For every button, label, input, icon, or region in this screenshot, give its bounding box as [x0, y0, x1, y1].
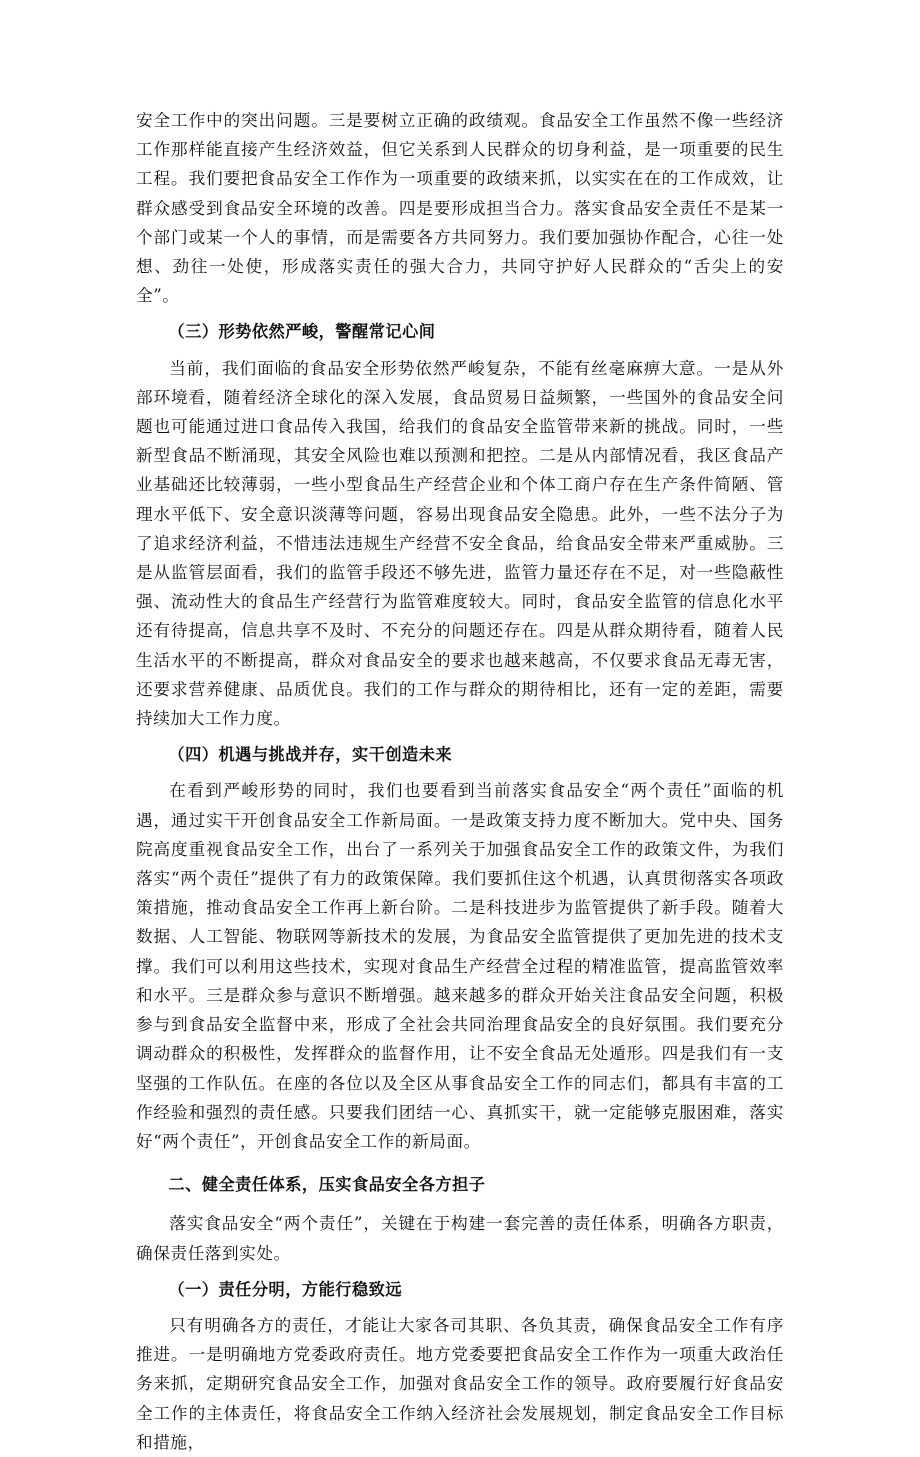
body-paragraph: 只有明确各方的责任，才能让大家各司其职、各负其责，确保食品安全工作有序推进。一是明确地方党委政府责任。地方党委要把食品安全工作作为一项重大政治任务来抓，定期研究食品安全工作，加强对食品安全工作的领导。政府要履行好食品安全工作的主体责任，将食品安全工作纳入经济社会发展规划，制定食品安全工作目标和措施， — [136, 1315, 784, 1452]
body-paragraph: 安全工作中的突出问题。三是要树立正确的政绩观。食品安全工作虽然不像一些经济工作那样能直接产生经济效益，但它关系到人民群众的切身利益，是一项重要的民生工程。我们要把食品安全工作作为一项重要的政绩来抓，以实实在在的工作成效，让群众感受到食品安全环境的改善。四是要形成担当合力。落实食品安全责任不是某一个部门或某一个人的事情，而是需要各方共同努力。我们要加强协作配合，心往一处想、劲往一处使，形成落实责任的强大合力，共同守护好人民群众的“舌尖上的安全”。 — [136, 111, 784, 306]
chapter-heading: 二、健全责任体系，压实食品安全各方担子 — [168, 1175, 486, 1195]
body-paragraph: 在看到严峻形势的同时，我们也要看到当前落实食品安全“两个责任”面临的机遇，通过实干开创食品安全工作新局面。一是政策支持力度不断加大。党中央、国务院高度重视食品安全工作，出台了一系列关于加强食品安全工作的政策文件，为我们落实“两个责任”提供了有力的政策保障。我们要抓住这个机遇，认真贯彻落实各项政策措施，推动食品安全工作再上新台阶。二是科技进步为监管提供了新手段。随着大数据、人工智能、物联网等新技术的发展，为食品安全监管提供了更加先进的技术支撑。我们可以利用这些技术，实现对食品生产经营全过程的精准监管，提高监管效率和水平。三是群众参与意识不断增强。越来越多的群众开始关注食品安全问题，积极参与到食品安全监督中来，形成了全社会共同治理食品安全的良好氛围。我们要充分调动群众的积极性，发挥群众的监督作用，让不安全食品无处遁形。四是我们有一支坚强的工作队伍。在座的各位以及全区从事食品安全工作的同志们，都具有丰富的工作经验和强烈的责任感。只要我们团结一心、真抓实干，就一定能够克服困难，落实好“两个责任”，开创食品安全工作的新局面。 — [136, 781, 784, 1151]
section-heading: （四）机遇与挑战并存，实干创造未来 — [168, 745, 453, 765]
section-heading: （一）责任分明，方能行稳致远 — [168, 1279, 403, 1299]
section-heading: （三）形势依然严峻，警醒常记心间 — [168, 322, 436, 342]
body-paragraph: 当前，我们面临的食品安全形势依然严峻复杂，不能有丝毫麻痹大意。一是从外部环境看，随着经济全球化的深入发展，食品贸易日益频繁，一些国外的食品安全问题也可能通过进口食品传入我国，给我们的食品安全监管带来新的挑战。同时，一些新型食品不断涌现，其安全风险也难以预测和把控。二是从内部情况看，我区食品产业基础还比较薄弱，一些小型食品生产经营企业和个体工商户存在生产条件简陋、管理水平低下、安全意识淡薄等问题，容易出现食品安全隐患。此外，一些不法分子为了追求经济利益，不惜违法违规生产经营不安全食品，给食品安全带来严重威胁。三是从监管层面看，我们的监管手段还不够先进，监管力量还存在不足，对一些隐蔽性强、流动性大的食品生产经营行为监管难度较大。同时，食品安全监管的信息化水平还有待提高，信息共享不及时、不充分的问题还存在。四是从群众期待看，随着人民生活水平的不断提高，群众对食品安全的要求也越来越高，不仅要求食品无毒无害，还要求营养健康、品质优良。我们的工作与群众的期待相比，还有一定的差距，需要持续加大工作力度。 — [136, 358, 784, 729]
body-paragraph: 落实食品安全“两个责任”，关键在于构建一套完善的责任体系，明确各方职责，确保责任落到实处。 — [136, 1214, 784, 1263]
document-page — [136, 106, 784, 1457]
